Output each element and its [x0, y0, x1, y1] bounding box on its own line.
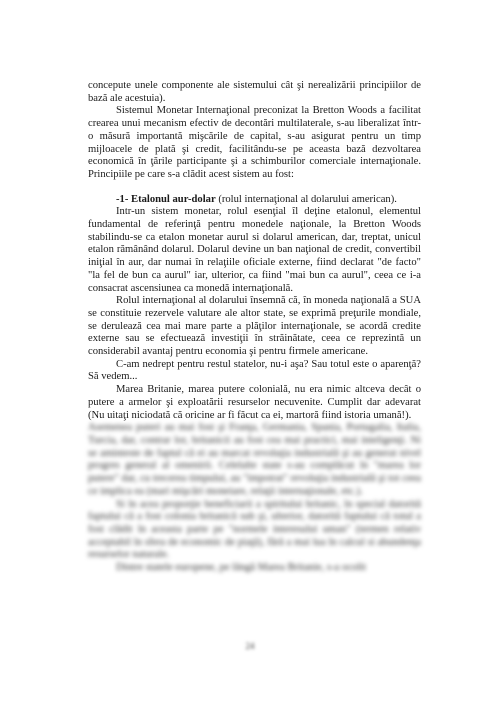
- section-heading-rest: (rolul internaţional al dolarului american).: [215, 193, 397, 205]
- paragraph-8: Dintre statele europene, pe lângă Marea Britanie, s-a ocolit: [116, 562, 367, 574]
- paragraph-6: Marea Britanie, marea putere colonială, nu era nimic altceva decât o putere a armelor şi exploatării resurselor necuvenite. Cumplit dar adevarat (Nu uitaţi niciodată că oricine ar fi făcut ca ei, martoră fiind istoria umană!).: [88, 384, 421, 421]
- paragraph-5: C-am nedrept pentru restul statelor, nu-i aşa? Sau totul este o aparenţă? Să vedem...: [88, 358, 421, 383]
- paragraph-7: Si în acea proporţie beneficiarii a spiritului britanic, în special datorită faptului că a fost colonia britanică sub şi, ulterior, datorită faptului că totul a fost clădit în aceasta parte pe "normele interesului uman" (termen relativ acceptabil în sfera de economic de piaţă), fără a mai lua în calcul si abundenţa resurselor naturale.: [88, 498, 421, 561]
- paragraph-4: Rolul internaţional al dolarului însemnă că, în moneda naţională a SUA se constituie rezervele valutare ale altor state, se exprimă preţurile mondiale, se derulează cea mai mare parte a plăţilor internaţionale, se acordă credite externe sau se efectuează investiţii în străinătate, ceea ce reprezintă un considerabil avantaj pentru economia şi pentru firmele americane.: [88, 295, 421, 358]
- section-heading: [88, 194, 421, 207]
- page-number: 24: [245, 641, 255, 651]
- section-heading-bold: -1- Etalonul aur-dolar: [116, 193, 216, 205]
- document-page: [88, 80, 421, 575]
- paragraph-2: Sistemul Monetar Internaţional preconizat la Bretton Woods a facilitat crearea unui mecanism efectiv de decontări multilaterale, s-au liberalizat într-o măsură importantă mişcările de capital, s-au asigurat pentru un timp mijloacele de plată şi credit, facilitându-se pe aceasta bază dezvoltarea economică în ţările participante şi a schimburilor comerciale internaţionale. Principiile pe care s-a clădit acest sistem au fost:: [88, 105, 421, 180]
- paragraph-1: concepute unele componente ale sistemului cât şi nerealizării principiilor de bază ale acestuia).: [88, 80, 421, 104]
- paragraph-3: Intr-un sistem monetar, rolul esenţial îl deţine etalonul, elementul fundamental de referinţă pentru monedele naţionale, la Bretton Woods stabilindu-se ca etalon monetar aurul si dolarul american, dar, treptat, unicul etalon rămânând dolarul. Dolarul devine un ban naţional de credit, convertibil iniţial în aur, dar numai în relaţiile oficiale externe, fiind declarat "de facto" "la fel de bun ca aurul" iar, ulterior, ca fiind "mai bun ca aurul", ceea ce i-a consacrat ascensiunea ca monedă internaţională.: [88, 206, 421, 294]
- paragraph-6-continued: Asemenea puteri au mai fost şi Franţa, Germania, Spania, Portugalia, Italia, Turcia, dar, contrar lor, britanicii au fost cea mai practici, mai inteligenţi. Ni se aminteste de faptul că ei au marcat revoluţia industrială şi au generat nivel progres general al omenirii. Celelalte state s-au complăcut în "marea lor putere" dar, cu trecerea timpului, au "impotrat" revoluţia industrială şi tot ceea ce implica ea (mari mişcări moneiare, relaţii internaţionale, etc.).: [88, 422, 421, 497]
